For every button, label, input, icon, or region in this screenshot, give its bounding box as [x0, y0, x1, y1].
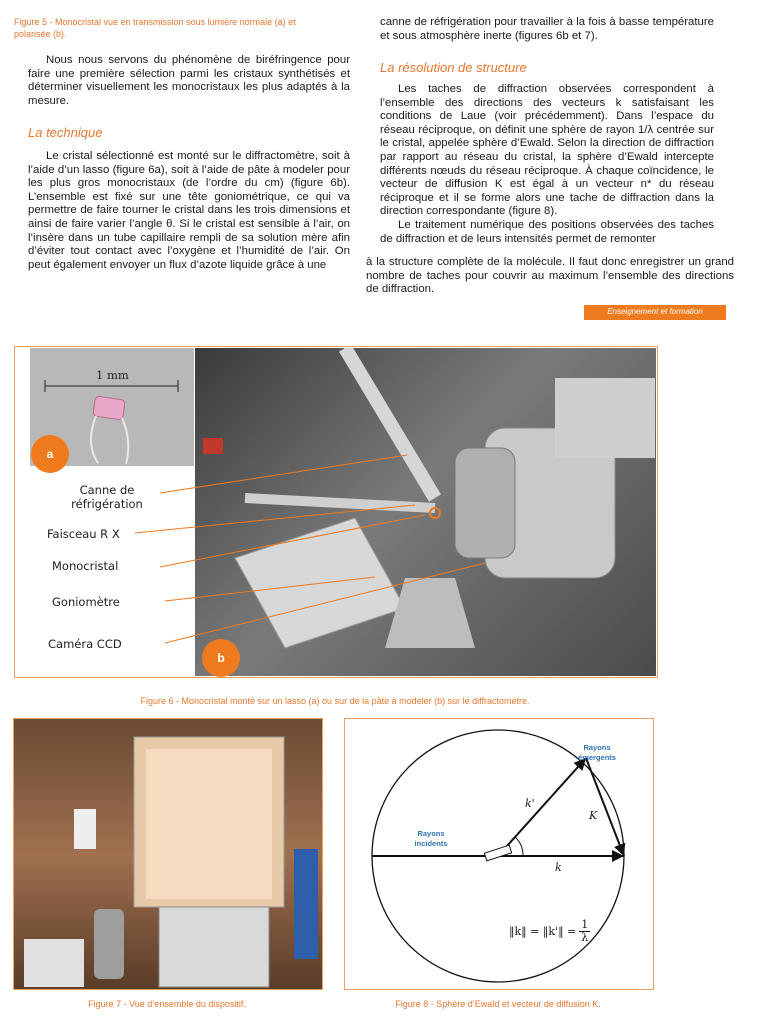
setup-illustration	[14, 719, 322, 989]
label-rayons-incidents: Rayons incidents	[414, 829, 448, 848]
traitement-paragraph: Le traitement numérique des positions observées des taches de diffraction et de leurs intensités permet de remonter	[380, 218, 714, 245]
label-arrows	[15, 347, 657, 677]
ewald-formula: ‖k‖ = ‖k'‖ = $\frac{1}{\lambda}$	[509, 918, 589, 944]
label-rayons-emergents: Rayons émergents	[578, 743, 616, 762]
intro-paragraph: Nous nous servons du phénomène de biréfringence pour faire une première sélection parmi les cristaux synthétisés et déterminer visuellement les monocristaux les plus adaptés à la mesure.	[28, 54, 350, 107]
label-goniometre: Goniomètre	[52, 595, 120, 609]
label-canne: Canne de réfrigération	[71, 483, 143, 511]
vector-K	[586, 758, 624, 856]
figure8-frame	[344, 718, 654, 990]
vector-k-prime	[498, 758, 586, 856]
label-K: K	[589, 809, 598, 822]
label-faisceau: Faisceau R X	[47, 527, 120, 541]
figure6-frame	[14, 346, 658, 678]
label-k-prime: k'	[525, 797, 535, 810]
figure5-caption: Figure 5 - Monocristal vue en transmission sous lumière normale (a) et polarisée (b).	[14, 17, 296, 39]
figure8-caption: Figure 8 - Sphère d’Ewald et vecteur de diffusion K.	[395, 999, 601, 1009]
continuation-paragraph: canne de réfrigération pour travailler à la fois à basse température et sous atmosphère inerte (figures 6b et 7).	[380, 16, 714, 42]
resolution-paragraph: Les taches de diffraction observées correspondent à l’ensemble des directions des vecteurs k satisfaisant les conditions de Laue (voir précédemment). Dans l’espace du réseau réciproque, on définit une sphère de rayon 1/λ centrée sur le cristal, appelée sphère d’Ewald. Selon la direction de diffraction par rapport au réseau du cristal, la sphère d’Ewald intercepte différents nœuds du réseau réciproque. À chaque coïncidence, le vecteur de diffusion K est égal à un vecteur n* du réseau réciproque et il se forme alors une tache de diffraction dans la direction correspondante (figure 8).	[380, 83, 714, 218]
label-camera: Caméra CCD	[48, 637, 122, 651]
label-monocristal: Monocristal	[52, 559, 119, 573]
badge-b: b	[202, 639, 240, 677]
technique-heading: La technique	[28, 125, 103, 140]
label-k: k	[555, 861, 562, 874]
figure7-caption: Figure 7 - Vue d’ensemble du dispositif.	[88, 999, 246, 1009]
technique-paragraph: Le cristal sélectionné est monté sur le diffractomètre, soit à l’aide d’un lasso (figure 6a), soit à l’aide de pâte à modeler pour les plus gros monocristaux (de l’ordre du cm) (figure 6b). L’ensemble est fixé sur une tête goniométrique, ce qui va permettre de faire tourner le cristal dans les trois dimensions et ainsi de faire varier l’angle θ. Si le cristal est sensible à l’air, on l’insère dans un tube capillaire rempli de sa solution mère afin d’éviter tout contact avec l’oxygène et l’humidité de l’air. On peut également envoyer un flux d’azote liquide grâce à une	[28, 150, 350, 271]
resolution-heading: La résolution de structure	[380, 60, 527, 75]
figure6-caption: Figure 6 - Monocristal monté sur un lasso (a) ou sur de la pâte à modeler (b) sur le diffractomètre.	[140, 696, 530, 706]
figure7-photo	[13, 718, 323, 990]
section-banner: Enseignement et formation	[584, 305, 726, 320]
traitement-continuation: à la structure complète de la molécule. Il faut donc enregistrer un grand nombre de taches pour couvrir au maximum l’ensemble des directions de diffraction.	[366, 256, 734, 296]
scale-label: 1 mm	[96, 368, 129, 382]
left-column	[28, 54, 350, 108]
badge-a: a	[31, 435, 69, 473]
